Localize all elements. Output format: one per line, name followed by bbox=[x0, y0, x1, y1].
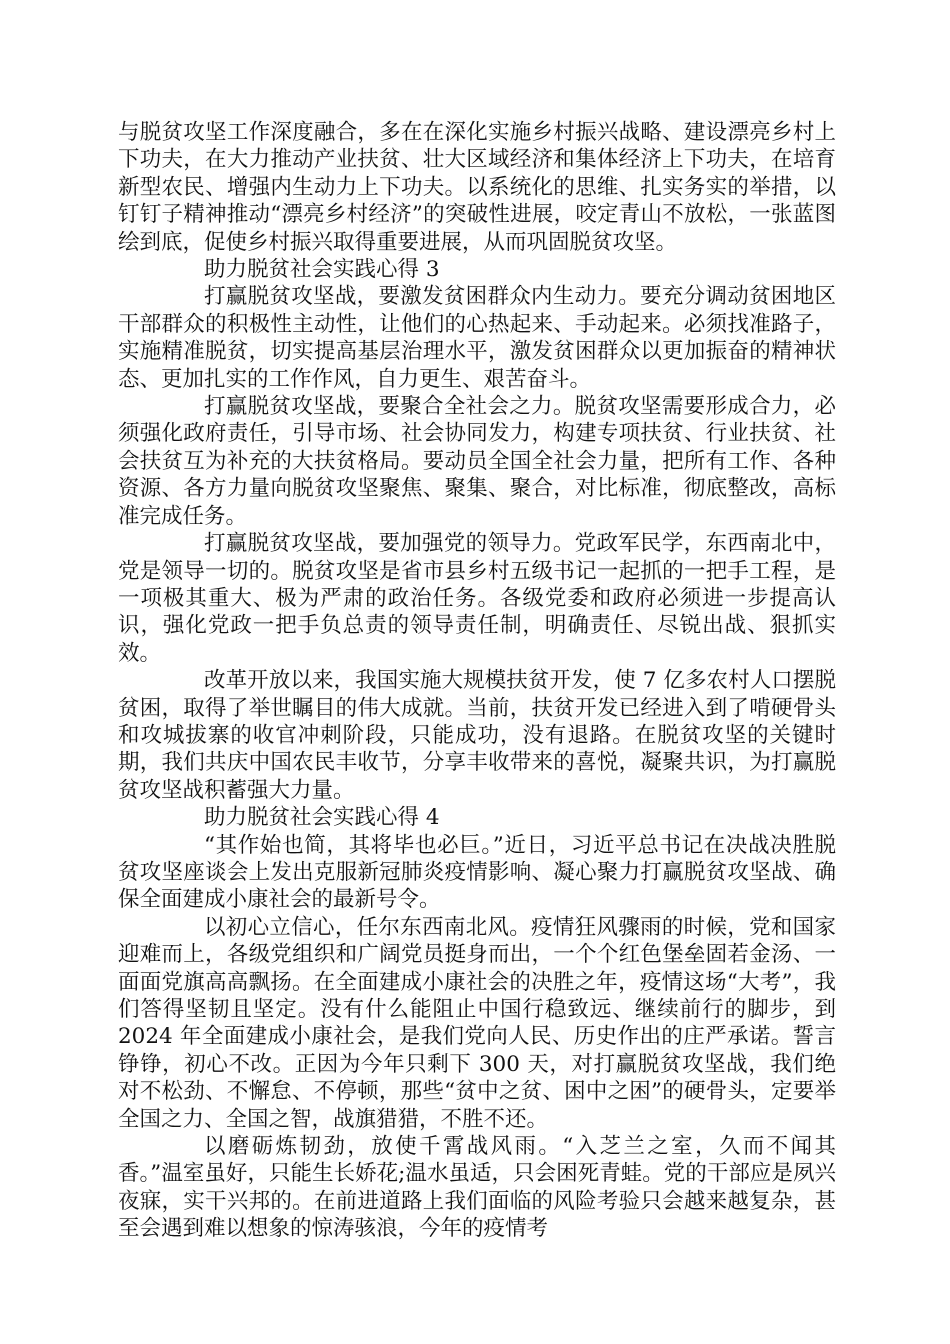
paragraph-reform: 改革开放以来，我国实施大规模扶贫开发，使 7 亿多农村人口摆脱贫困，取得了举世瞩目的伟大成就。当前，扶贫开发已经进入到了啃硬骨头和攻城拔寨的收官冲刺阶段，只能成功，没有退路。在脱贫攻坚的关键时期，我们共庆中国农民丰收节，分享丰收带来的喜悦，凝聚共识，为打赢脱贫攻坚战积蓄强大力量。 bbox=[118, 668, 836, 803]
paragraph-tempering: 以磨砺炼韧劲，放使千霄战风雨。“入芝兰之室，久而不闻其香。”温室虽好，只能生长娇花;温水虽适，只会困死青蛙。党的干部应是夙兴夜寐，实干兴邦的。在前进道路上我们面临的风险考验只会越来越复杂，甚至会遇到难以想象的惊涛骇浪，今年的疫情考 bbox=[118, 1134, 836, 1242]
document-page bbox=[118, 119, 836, 1243]
section-heading-4: 助力脱贫社会实践心得 4 bbox=[204, 805, 440, 831]
paragraph-initial-heart: 以初心立信心，任尔东西南北风。疫情狂风骤雨的时候，党和国家迎难而上，各级党组织和广阔党员挺身而出，一个个红色堡垒固若金汤、一面面党旗高高飘扬。在全面建成小康社会的决胜之年，疫情这场“大考”，我们答得坚韧且坚定。没有什么能阻止中国行稳致远、继续前行的脚步，到 2024 年全面建成小康社会，是我们党向人民、历史作出的庄严承诺。誓言铮铮，初心不改。正因为今年只剩下 300 天，对打赢脱贫攻坚战，我们绝对不松劲、不懈怠、不停顿，那些“贫中之贫、困中之困”的硬骨头，定要举全国之力、全国之智，战旗猎猎，不胜不还。 bbox=[118, 914, 836, 1132]
paragraph-quote: “其作始也简，其将毕也必巨。”近日，习近平总书记在决战决胜脱贫攻坚座谈会上发出克服新冠肺炎疫情影响、凝心聚力打赢脱贫攻坚战、确保全面建成小康社会的最新号令。 bbox=[118, 832, 836, 913]
section-heading-3: 助力脱贫社会实践心得 3 bbox=[204, 257, 440, 283]
paragraph-social-force: 打赢脱贫攻坚战，要聚合全社会之力。脱贫攻坚需要形成合力，必须强化政府责任，引导市场、社会协同发力，构建专项扶贫、行业扶贫、社会扶贫互为补充的大扶贫格局。要动员全国全社会力量，把所有工作、各种资源、各方力量向脱贫攻坚聚焦、聚集、聚合，对比标准，彻底整改，高标准完成任务。 bbox=[118, 394, 836, 529]
paragraph-motivation: 打赢脱贫攻坚战，要激发贫困群众内生动力。要充分调动贫困地区干部群众的积极性主动性，让他们的心热起来、手动起来。必须找准路子，实施精准脱贫，切实提高基层治理水平，激发贫困群众以更加振奋的精神状态、更加扎实的工作作风，自力更生、艰苦奋斗。 bbox=[118, 284, 836, 392]
paragraph-party-leadership: 打赢脱贫攻坚战，要加强党的领导力。党政军民学，东西南北中，党是领导一切的。脱贫攻坚是省市县乡村五级书记一起抓的一把手工程，是一项极其重大、极为严肃的政治任务。各级党委和政府必须进一步提高认识，强化党政一把手负总责的领导责任制，明确责任、尽锐出战、狠抓实效。 bbox=[118, 531, 836, 666]
paragraph-intro-continued: 与脱贫攻坚工作深度融合，多在在深化实施乡村振兴战略、建设漂亮乡村上下功夫，在大力推动产业扶贫、壮大区域经济和集体经济上下功夫，在培育新型农民、增强内生动力上下功夫。以系统化的思维、扎实务实的举措，以钉钉子精神推动“漂亮乡村经济”的突破性进展，咬定青山不放松，一张蓝图绘到底，促使乡村振兴取得重要进展，从而巩固脱贫攻坚。 bbox=[118, 120, 836, 255]
